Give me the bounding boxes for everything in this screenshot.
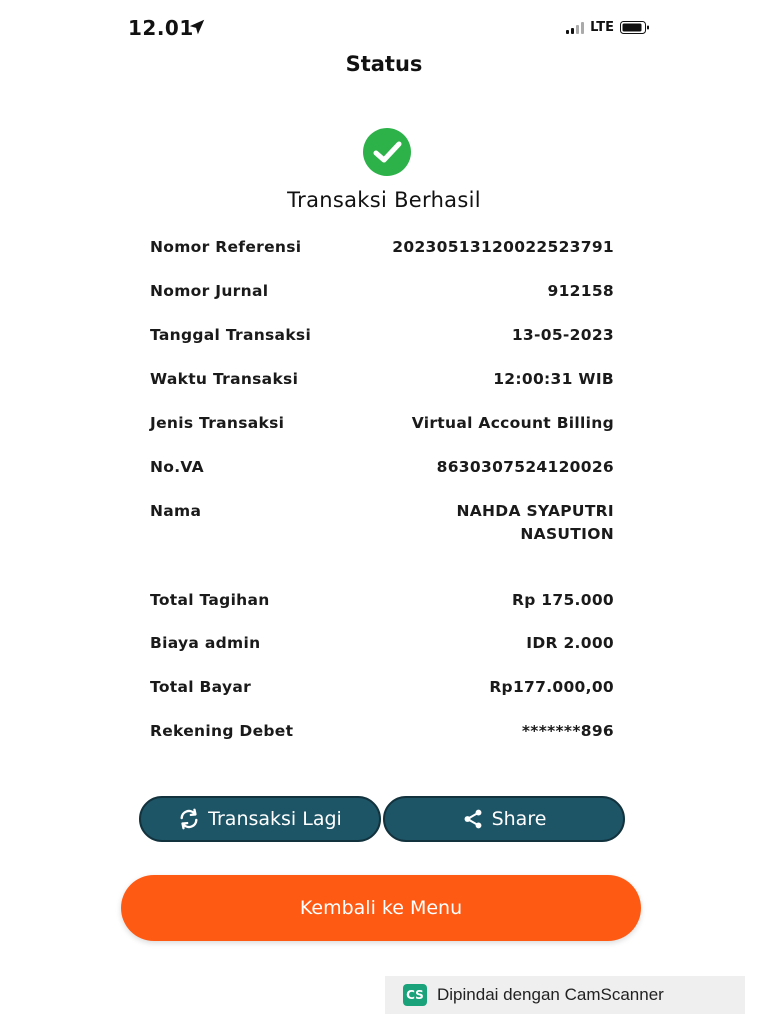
share-label: Share: [491, 808, 547, 830]
detail-label: Total Bayar: [150, 678, 252, 696]
camscanner-text: Dipindai dengan CamScanner: [437, 985, 664, 1004]
detail-row-debit-account: [150, 720, 614, 743]
detail-label: Nomor Referensi: [150, 238, 302, 256]
battery-icon: [620, 21, 650, 34]
detail-label: Waktu Transaksi: [150, 370, 299, 388]
detail-row-admin-fee: [150, 632, 614, 655]
detail-value: [456, 500, 614, 546]
camscanner-logo-icon: CS: [403, 984, 427, 1006]
share-icon: [462, 808, 484, 830]
location-arrow-icon: [188, 18, 206, 36]
detail-label: Rekening Debet: [150, 722, 294, 740]
share-button[interactable]: [383, 796, 625, 842]
detail-row-transaction-time: [150, 368, 614, 391]
detail-label: Tanggal Transaksi: [150, 326, 312, 344]
status-indicators: [566, 20, 650, 35]
detail-label: Total Tagihan: [150, 591, 270, 609]
transaction-again-button[interactable]: [139, 796, 381, 842]
detail-value: Rp 175.000: [511, 591, 614, 609]
detail-row-journal-number: [150, 280, 614, 303]
detail-label: No.VA: [150, 458, 204, 476]
detail-value: 8630307524120026: [436, 458, 614, 476]
transaction-again-label: Transaksi Lagi: [208, 808, 342, 830]
detail-value: 20230513120022523791: [392, 238, 614, 256]
network-label: LTE: [590, 20, 614, 35]
success-check-icon: [362, 127, 412, 177]
detail-row-total-paid: [150, 676, 614, 699]
detail-value: Virtual Account Billing: [411, 414, 614, 432]
clock-time: 12.01: [128, 16, 194, 40]
transaction-status-title: Transaksi Berhasil: [287, 188, 481, 212]
detail-row-transaction-date: [150, 324, 614, 347]
detail-value: Rp177.000,00: [489, 678, 614, 696]
back-to-menu-button[interactable]: [121, 875, 641, 941]
detail-row-reference-number: [150, 236, 614, 259]
status-bar: [128, 14, 650, 44]
detail-row-name: [150, 500, 614, 546]
name-line-2: NASUTION: [520, 525, 614, 543]
signal-icon: [566, 22, 584, 34]
detail-value: *******896: [521, 722, 614, 740]
detail-value: 12:00:31 WIB: [493, 370, 614, 388]
detail-row-va-number: [150, 456, 614, 479]
name-line-1: NAHDA SYAPUTRI: [456, 502, 614, 520]
detail-value: IDR 2.000: [526, 634, 614, 652]
detail-label: Nama: [150, 502, 202, 520]
page-title: Status: [345, 52, 423, 76]
detail-label: Biaya admin: [150, 634, 261, 652]
detail-row-transaction-type: [150, 412, 614, 435]
back-to-menu-label: Kembali ke Menu: [299, 897, 463, 919]
detail-value: 13-05-2023: [511, 326, 614, 344]
detail-label: Jenis Transaksi: [150, 414, 285, 432]
detail-value: 912158: [547, 282, 614, 300]
camscanner-watermark: [385, 976, 745, 1014]
refresh-icon: [178, 808, 200, 830]
detail-row-total-bill: [150, 589, 614, 612]
detail-label: Nomor Jurnal: [150, 282, 269, 300]
